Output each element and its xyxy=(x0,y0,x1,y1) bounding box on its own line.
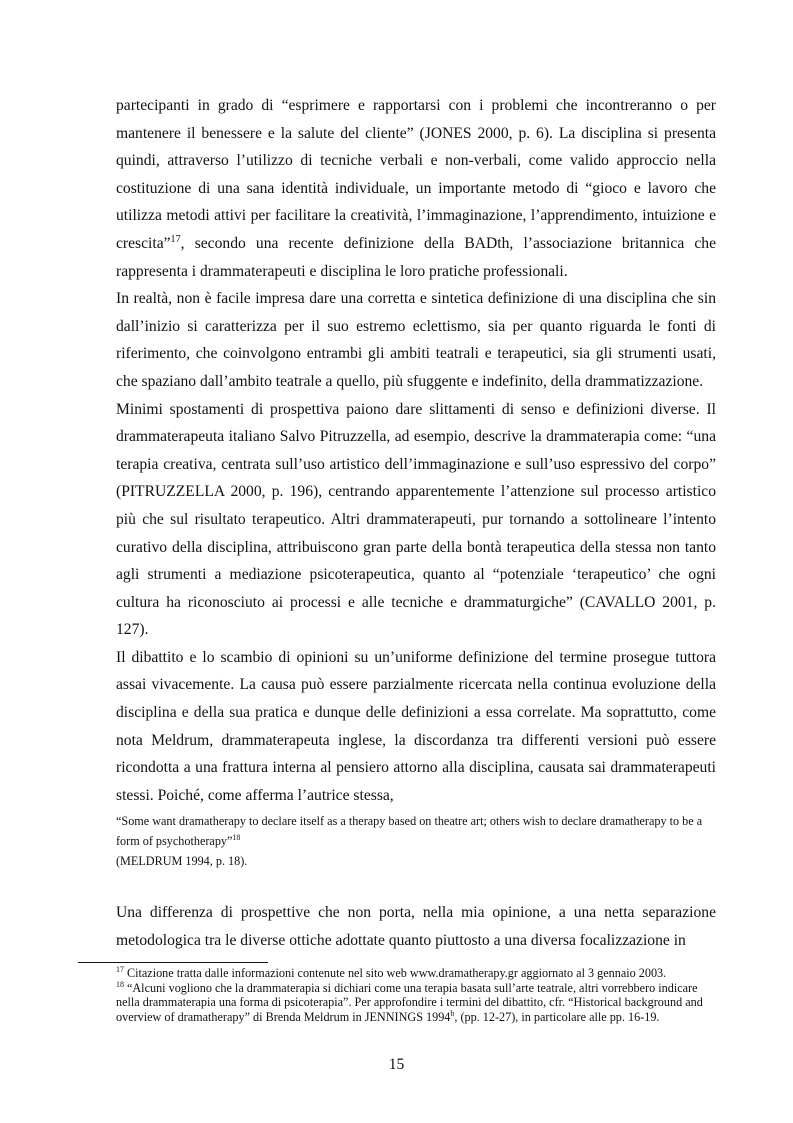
paragraph-jones xyxy=(116,92,716,285)
footnote-text: “Alcuni vogliono che la drammaterapia si dichiari come una terapia basata sull’arte teatrale, altri vorrebbero indicare nella drammaterapia una forma di psicoterapia”. Per approfondire i termini del dibattito, cfr. “Historical background and overview of dramatherapy” di Brenda Meldrum in JENNINGS 1994 xyxy=(116,980,703,1024)
block-quote xyxy=(116,811,716,871)
footnote-18 xyxy=(116,981,718,1025)
footnote-number: 17 xyxy=(116,964,124,974)
quote-citation: (MELDRUM 1994, p. 18). xyxy=(116,854,248,869)
quote-text xyxy=(116,811,716,851)
paragraph-differenza: Una differenza di prospettive che non porta, nella mia opinione, a una netta separazione metodologica tra le diverse ottiche adottate quanto piuttosto a una diversa focalizzazione in xyxy=(116,904,716,950)
footnote-ref-17[interactable]: 17 xyxy=(170,233,181,245)
paragraph-text: partecipanti in grado di “esprimere e rapportarsi con i problemi che incontreranno o per mantenere il benessere e la salute del cliente” (JONES 2000, p. 6). La disciplina si presenta quindi, attraverso l’utilizzo di tecniche verbali e non-verbali, come valido approccio nella costituzione di una sana identità individuale, un importante metodo di “gioco e lavoro che utilizza metodi attivi per facilitare la creatività, l’immaginazione, l’apprendimento, intuizione e crescita” xyxy=(116,97,716,252)
paragraph-text: , secondo una recente definizione della BADth, l’associazione britannica che rappresenta i drammaterapeuti e disciplina le loro pratiche professionali. xyxy=(116,234,716,280)
body-text xyxy=(116,92,716,955)
footnote-text: Citazione tratta dalle informazioni contenute nel sito web www.dramatherapy.gr aggiornato al 3 gennaio 2003. xyxy=(123,966,667,980)
edition-superscript: b xyxy=(450,1008,455,1018)
footnote-divider xyxy=(78,962,268,963)
footnote-number: 18 xyxy=(116,979,124,989)
footnote-ref-18[interactable]: 18 xyxy=(232,833,241,843)
paragraph-pitruzzella: Minimi spostamenti di prospettiva paiono dare slittamenti di senso e definizioni diverse. Il drammaterapeuta italiano Salvo Pitruzzella, ad esempio, descrive la drammaterapia come: “una terapia creativa, centrata sull’uso artistico dell’immaginazione e sull’uso espressivo del corpo” (PITRUZZELLA 2000, p. 196), centrando apparentemente l’attenzione sul processo artistico più che sul risultato terapeutico. Altri drammaterapeuti, pur tornando a sottolineare l’intento curativo della disciplina, attribuiscono gran parte della bontà terapeutica della stessa non tanto agli strumenti a mediazione psicoterapeutica, quanto al “potenziale ‘terapeutico’ che ogni cultura ha riconosciuto ai processi e alle tecniche e drammaturgiche” (CAVALLO 2001, p. 127). xyxy=(116,400,716,639)
footnotes xyxy=(116,966,718,1024)
quote-body: “Some want dramatherapy to declare itself as a therapy based on theatre art; others wish to declare dramatherapy to be a form of psychotherapy” xyxy=(116,814,703,849)
footnote-text: , (pp. 12-27), in particolare alle pp. 16-19. xyxy=(454,1009,660,1024)
paragraph-eclettismo: In realtà, non è facile impresa dare una corretta e sintetica definizione di una disciplina che sin dall’inizio si caratterizza per il suo estremo eclettismo, sia per quanto riguarda le fonti di riferimento, che coinvolgono entrambi gli ambiti teatrali e terapeutici, sia gli strumenti usati, che spaziano dall’ambito teatrale a quello, più sfuggente e indefinito, della drammatizzazione. xyxy=(116,290,716,390)
footnote-17 xyxy=(116,966,718,981)
paragraph-dibattito: Il dibattito e lo scambio di opinioni su un’uniforme definizione del termine prosegue tuttora assai vivacemente. La causa può essere parzialmente ricercata nella continua evoluzione della disciplina e della sua pratica e dunque delle definizioni a essa correlate. Ma soprattutto, come nota Meldrum, drammaterapeuta inglese, la discordanza tra differenti versioni può essere ricondotta a una frattura interna al pensiero attorno alla disciplina, causata sai drammaterapeuti stessi. Poiché, come afferma l’autrice stessa, xyxy=(116,648,716,804)
page-number: 15 xyxy=(388,1056,405,1073)
